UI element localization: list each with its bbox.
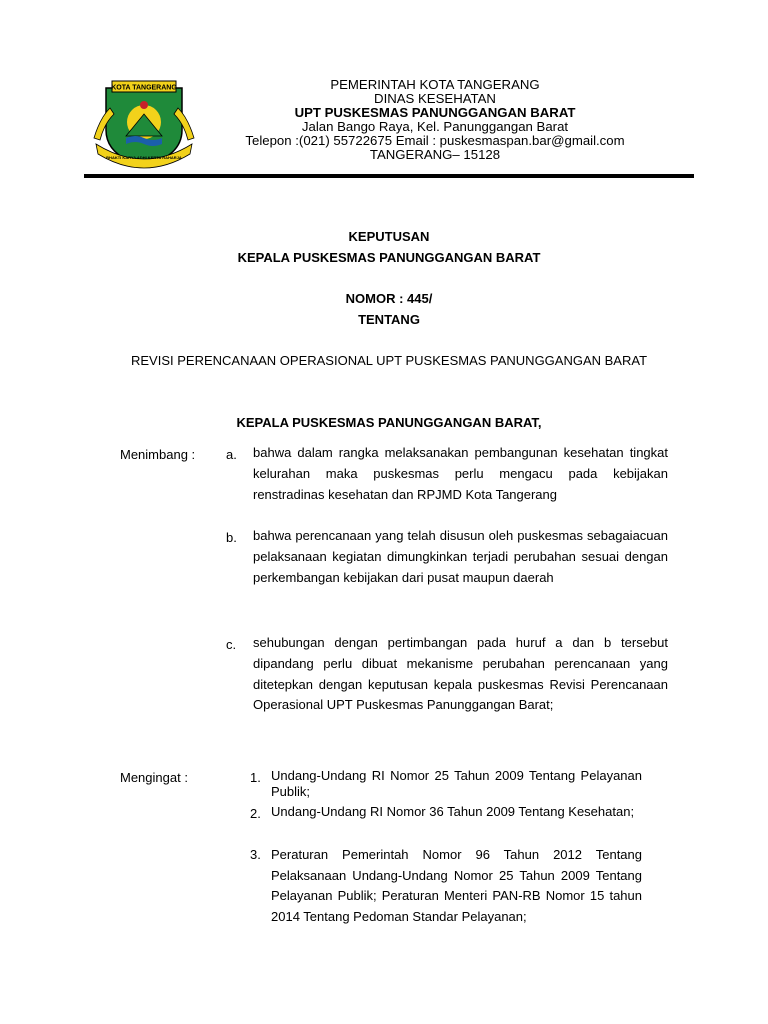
letterhead-line-6: TANGERANG– 15128 [369, 147, 501, 162]
letterhead-line-1: PEMERINTAH KOTA TANGERANG [330, 77, 540, 92]
letterhead-line-5: Telepon :(021) 55722675 Email : puskesmaspan.bar@gmail.com [245, 133, 625, 148]
letterhead-divider [84, 174, 694, 178]
menimbang-marker-b: b. [226, 530, 237, 545]
menimbang-marker-c: c. [226, 637, 237, 652]
title-kepala: KEPALA PUSKESMAS PANUNGGANGAN BARAT [237, 250, 541, 265]
logo-banner-text: KOTA TANGERANG [111, 84, 177, 92]
letterhead-line-2: DINAS KESEHATAN [374, 91, 496, 106]
title-nomor: NOMOR : 445/ [345, 291, 433, 306]
mengingat-item-1: Undang-Undang RI Nomor 25 Tahun 2009 Tentang Pelayanan Publik; [271, 768, 642, 800]
title-tentang: TENTANG [358, 312, 420, 327]
mengingat-marker-2: 2. [250, 806, 261, 821]
mengingat-marker-3: 3. [250, 847, 261, 862]
mengingat-marker-1: 1. [250, 770, 261, 785]
menimbang-item-a: bahwa dalam rangka melaksanakan pembangunan kesehatan tingkat kelurahan maka puskesmas perlu mengacu pada kebijakan renstradinas kesehatan dan RPJMD Kota Tangerang [253, 445, 668, 502]
logo-motto-text: BHAKTI KARYA ADHI KERTA RAHARJA [106, 155, 182, 160]
title-subject: REVISI PERENCANAAN OPERASIONAL UPT PUSKESMAS PANUNGGANGAN BARAT [130, 353, 648, 368]
menimbang-item-b: bahwa perencanaan yang telah disusun oleh puskesmas sebagaiacuan pelaksanaan kegiatan dimungkinkan terjadi perubahan sesuai dengan perkembangan kebijakan dari pusat maupun daerah [253, 528, 668, 585]
section-heading: KEPALA PUSKESMAS PANUNGGANGAN BARAT, [236, 415, 542, 430]
mengingat-label: Mengingat : [120, 770, 188, 785]
mengingat-item-3: Peraturan Pemerintah Nomor 96 Tahun 2012 Tentang Pelaksanaan Undang-Undang Nomor 25 Tahun 2009 Tentang Pelayanan Publik; Peraturan Menteri PAN-RB Nomor 15 tahun 2014 Tentang Pedoman Standar Pelayanan; [271, 847, 642, 924]
letterhead-line-3: UPT PUSKESMAS PANUNGGANGAN BARAT [294, 105, 576, 120]
title-keputusan: KEPUTUSAN [348, 229, 430, 244]
city-emblem-logo [92, 78, 196, 170]
menimbang-label: Menimbang : [120, 447, 196, 462]
mengingat-item-2: Undang-Undang RI Nomor 36 Tahun 2009 Tentang Kesehatan; [271, 804, 635, 819]
menimbang-item-c: sehubungan dengan pertimbangan pada huruf a dan b tersebut dipandang perlu dibuat mekanisme perubahan perencanaan yang ditetepkan dengan keputusan kepala puskesmas Revisi Perencanaan Operasional UPT Puskesmas Panunggangan Barat; [253, 635, 668, 713]
letterhead-line-4: Jalan Bango Raya, Kel. Panunggangan Barat [301, 119, 569, 134]
menimbang-marker-a: a. [226, 447, 237, 462]
